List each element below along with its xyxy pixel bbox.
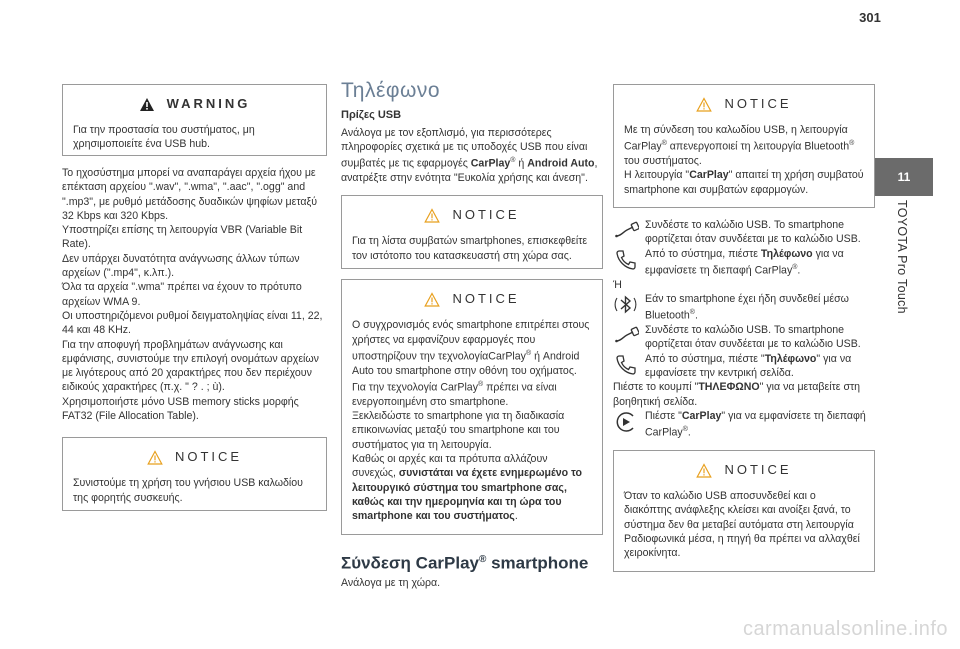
usb-format-info bbox=[62, 166, 327, 423]
notice-title: NOTICE bbox=[724, 95, 792, 111]
notice-triangle-icon bbox=[696, 463, 712, 478]
usb-cable-icon bbox=[613, 218, 639, 244]
step-usb: Συνδέστε το καλώδιο USB. Το smartphone φορτίζεται όταν συνδέεται με το καλώδιο USB. bbox=[613, 323, 875, 352]
notice-text: Όταν το καλώδιο USB αποσυνδεθεί και ο διακόπτης ανάφλεξης κλείσει και ανοίξει ξανά, το σύστημα δεν θα μεταβεί αυτόματα στη λειτουργία Ραδιοφωνικά μέσα, η πηγή θα πρέπει να αλλαχθεί χειροκίνητα. bbox=[624, 490, 860, 560]
chapter-title: TOYOTA Pro Touch bbox=[895, 200, 909, 314]
warning-title: WARNING bbox=[166, 95, 251, 111]
notice-text: Ξεκλειδώστε το smartphone για τη διαδικασία επικοινωνίας μεταξύ του smartphone και του συστήματος για τη λειτουργία. bbox=[352, 410, 565, 451]
paragraph: Χρησιμοποιήστε μόνο USB memory sticks μορφής FAT32 (File Allocation Table). bbox=[62, 395, 299, 423]
warning-box bbox=[62, 84, 327, 156]
paragraph: Δεν υπάρχει δυνατότητα ανάγνωσης άλλων τύπων αρχείων (".mp4", κ.λπ.). bbox=[62, 252, 300, 280]
usb-intro: Ανάλογα με τον εξοπλισμό, για περισσότερες πληροφορίες σχετικά με τις υποδοχές USB που είναι συμβατές με τις εφαρμογές CarPlay® ή Android Auto, ανατρέξτε στην ενότητα "Ευκολία χρήσης και άνεση". bbox=[341, 126, 598, 185]
page-number: 301 bbox=[859, 10, 881, 25]
notice-text: Η λειτουργία "CarPlay" απαιτεί τη χρήση συμβατού smartphone και συμβατών εφαρμογών. bbox=[624, 169, 864, 196]
warning-triangle-icon bbox=[139, 97, 155, 112]
subheading: Πρίζες USB bbox=[341, 109, 402, 122]
notice-title: NOTICE bbox=[724, 461, 792, 477]
notice-text: Για τη λίστα συμβατών smartphones, επισκεφθείτε τον ιστότοπο του κατασκευαστή στη χώρα σας. bbox=[352, 235, 588, 262]
column-3 bbox=[613, 80, 875, 572]
paragraph: Όλα τα αρχεία ".wma" πρέπει να έχουν το πρότυπο αρχείων WMA 9. bbox=[62, 281, 302, 308]
phone-handset-icon bbox=[613, 247, 639, 273]
paragraph: Οι υποστηριζόμενοι ρυθμοί δειγματοληψίας είναι 11, 22, 44 και 48 KHz. bbox=[62, 309, 323, 337]
step-phone-button: Πιέστε το κουμπί "ΤΗΛΕΦΩΝΟ" για να μεταβείτε στη βοηθητική σελίδα. bbox=[613, 381, 861, 408]
carplay-steps bbox=[613, 218, 875, 440]
step-phone: Από το σύστημα, πιέστε Τηλέφωνο για να εμφανίσετε τη διεπαφή CarPlay®. bbox=[613, 247, 875, 278]
column-2 bbox=[341, 80, 603, 591]
notice-text: Με τη σύνδεση του καλωδίου USB, η λειτουργία CarPlay® απενεργοποιεί τη λειτουργία Bluetooth® του συστήματος. bbox=[624, 124, 855, 168]
chapter-tab: 11 bbox=[875, 158, 933, 196]
column-1 bbox=[62, 80, 327, 511]
step-bluetooth: Εάν το smartphone έχει ήδη συνδεθεί μέσω Bluetooth®. bbox=[613, 292, 875, 323]
notice-box bbox=[613, 84, 875, 208]
notice-title: NOTICE bbox=[452, 207, 520, 223]
paragraph: Για την αποφυγή προβλημάτων ανάγνωσης και εμφάνισης, συνιστούμε την επιλογή ονομάτων αρχείων με λιγότερους από 20 χαρακτήρες που δεν περιέχουν ειδικούς χαρακτήρες (π.χ. " ? . ; ù). bbox=[62, 338, 319, 394]
paragraph: Το ηχοσύστημα μπορεί να αναπαράγει αρχεία ήχου με επέκταση αρχείου ".wav", ".wma", ".aac", ".ogg" and ".mp3", με ρυθμό μετάδοσης δυαδικών ψηφίων μεταξύ 32 Kbps και 320 Kbps. bbox=[62, 167, 318, 222]
section-title: Τηλέφωνο bbox=[341, 79, 441, 102]
notice-text: Καθώς οι αρχές και τα πρότυπα αλλάζουν συνεχώς, συνιστάται να έχετε ενημερωμένο το λειτουργικό σύστημα του smartphone σας, καθώς και την ημερομηνία και τη ώρα του smartphone και του συστήματος. bbox=[352, 453, 582, 523]
notice-text: Συνιστούμε τη χρήση του γνήσιου USB καλωδίου της φορητής συσκευής. bbox=[73, 477, 303, 504]
notice-triangle-icon bbox=[147, 450, 163, 465]
bluetooth-icon bbox=[613, 292, 639, 318]
warning-text: Για την προστασία του συστήματος, μη χρησιμοποιείτε ένα USB hub. bbox=[73, 124, 255, 151]
or-separator: Ή bbox=[613, 278, 622, 291]
notice-title: NOTICE bbox=[452, 291, 520, 307]
notice-box bbox=[613, 450, 875, 571]
country-note: Ανάλογα με τη χώρα. bbox=[341, 577, 441, 590]
usb-cable-icon bbox=[613, 323, 639, 349]
notice-triangle-icon bbox=[424, 292, 440, 307]
carplay-connection-title: Σύνδεση CarPlay® smartphone bbox=[341, 553, 589, 573]
watermark: carmanualsonline.info bbox=[742, 618, 948, 640]
notice-triangle-icon bbox=[696, 97, 712, 112]
notice-box bbox=[341, 195, 603, 269]
notice-title: NOTICE bbox=[174, 449, 243, 465]
notice-text: Ο συγχρονισμός ενός smartphone επιτρέπει στους χρήστες να εμφανίζουν εφαρμογές που υποστηρίζουν την τεχνολογίαCarPlay® ή Android Auto του smartphone στην οθόνη του οχήματος. Για την τεχνολογία CarPlay® πρέπει να είναι ενεργοποιημένη στο smartphone. bbox=[352, 319, 590, 408]
notice-box bbox=[341, 279, 603, 534]
paragraph: Υποστηρίζει επίσης τη λειτουργία VBR (Variable Bit Rate). bbox=[62, 224, 303, 251]
phone-handset-icon bbox=[613, 352, 639, 378]
carplay-icon bbox=[613, 409, 639, 435]
step-usb: Συνδέστε το καλώδιο USB. Το smartphone φορτίζεται όταν συνδέεται με το καλώδιο USB. bbox=[613, 218, 875, 247]
step-phone: Από το σύστημα, πιέστε "Τηλέφωνο" για να εμφανίσετε την κεντρική σελίδα. bbox=[613, 352, 875, 381]
notice-box bbox=[62, 437, 327, 511]
step-carplay: Πιέστε "CarPlay" για να εμφανίσετε τη διεπαφή CarPlay®. bbox=[613, 409, 875, 440]
notice-triangle-icon bbox=[424, 208, 440, 223]
